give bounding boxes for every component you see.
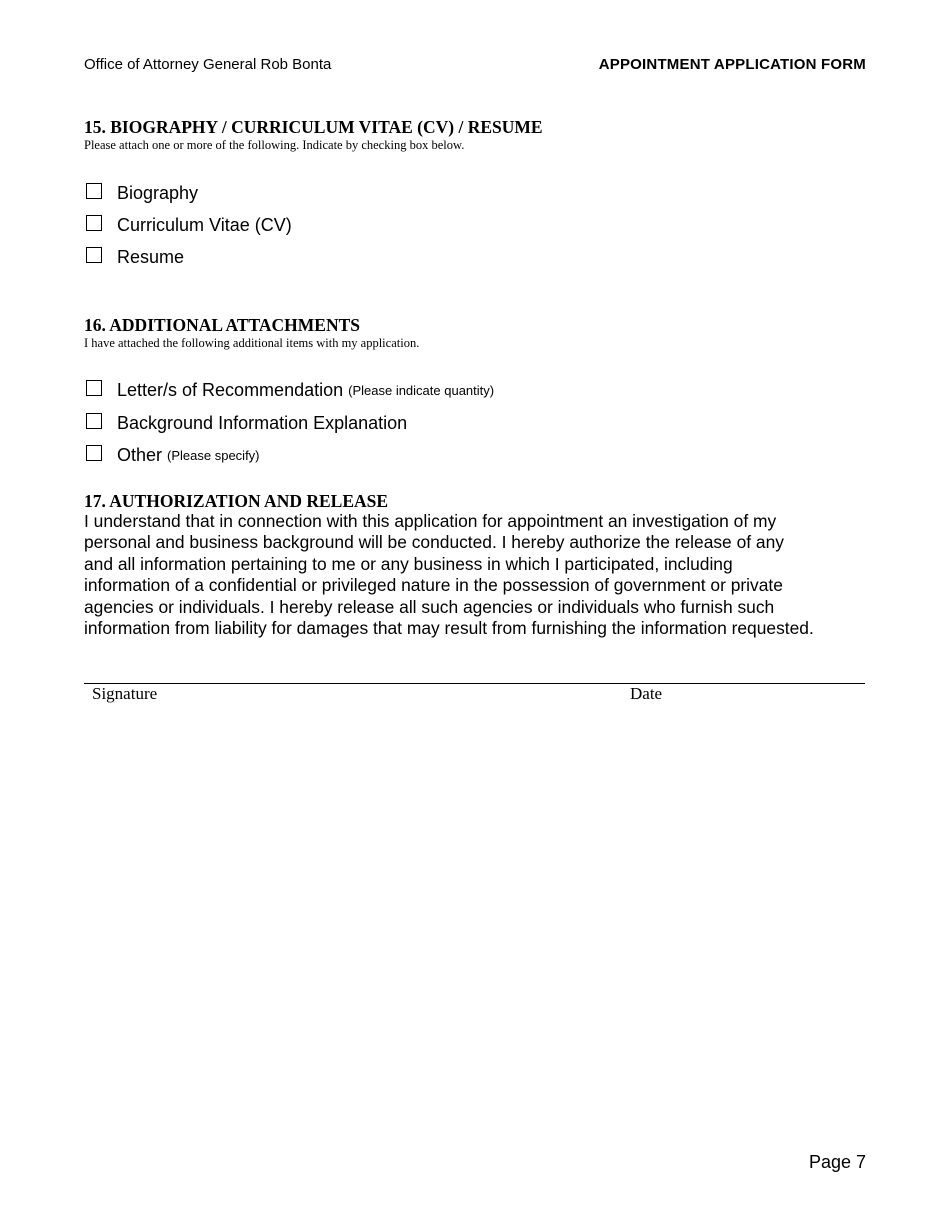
signature-label: Signature [92,684,158,703]
section-16-title: 16. ADDITIONAL ATTACHMENTS [84,315,361,335]
checkbox-row-other [86,444,260,466]
section-15-title: 15. BIOGRAPHY / CURRICULUM VITAE (CV) / RESUME [84,117,543,137]
section-17-title: 17. AUTHORIZATION AND RELEASE [84,491,389,511]
other-note: (Please specify) [167,447,260,463]
office-name: Office of Attorney General Rob Bonta [84,56,332,73]
checkbox-row-cv [86,214,292,236]
checkbox-row-resume [86,246,184,268]
cv-label: Curriculum Vitae (CV) [117,214,292,235]
checkbox-row-recommendation [86,379,494,401]
authorization-line: personal and business background will be conducted. I hereby authorize the release of any [84,532,784,553]
signature-line[interactable] [84,683,865,684]
authorization-line: information from liability for damages that may result from furnishing the information requested. [84,618,814,639]
biography-checkbox[interactable] [86,183,102,199]
authorization-text [84,511,870,639]
recommendation-note: (Please indicate quantity) [348,382,495,398]
checkbox-row-biography [86,182,198,204]
authorization-line: I understand that in connection with this application for appointment an investigation of my [84,511,777,531]
background-checkbox[interactable] [86,413,102,429]
cv-checkbox[interactable] [86,215,102,231]
page-number: Page 7 [808,1152,866,1172]
recommendation-checkbox[interactable] [86,380,102,396]
resume-checkbox[interactable] [86,247,102,263]
biography-label: Biography [117,182,199,203]
other-checkbox[interactable] [86,445,102,461]
other-label: Other [117,444,163,465]
resume-label: Resume [117,246,185,267]
background-label: Background Information Explanation [117,412,408,433]
section-16-subtitle: I have attached the following additional items with my application. [84,336,420,350]
section-15-subtitle: Please attach one or more of the following. Indicate by checking box below. [84,138,465,152]
date-label: Date [630,684,663,703]
recommendation-label: Letter/s of Recommendation [117,379,344,400]
authorization-line: agencies or individuals. I hereby release all such agencies or individuals who furnish such [84,596,775,617]
authorization-line: and all information pertaining to me or any business in which I participated, including [84,553,733,574]
authorization-line: information of a confidential or privileged nature in the possession of government or private [84,575,783,596]
checkbox-row-background [86,412,407,434]
form-title: APPOINTMENT APPLICATION FORM [598,56,866,73]
